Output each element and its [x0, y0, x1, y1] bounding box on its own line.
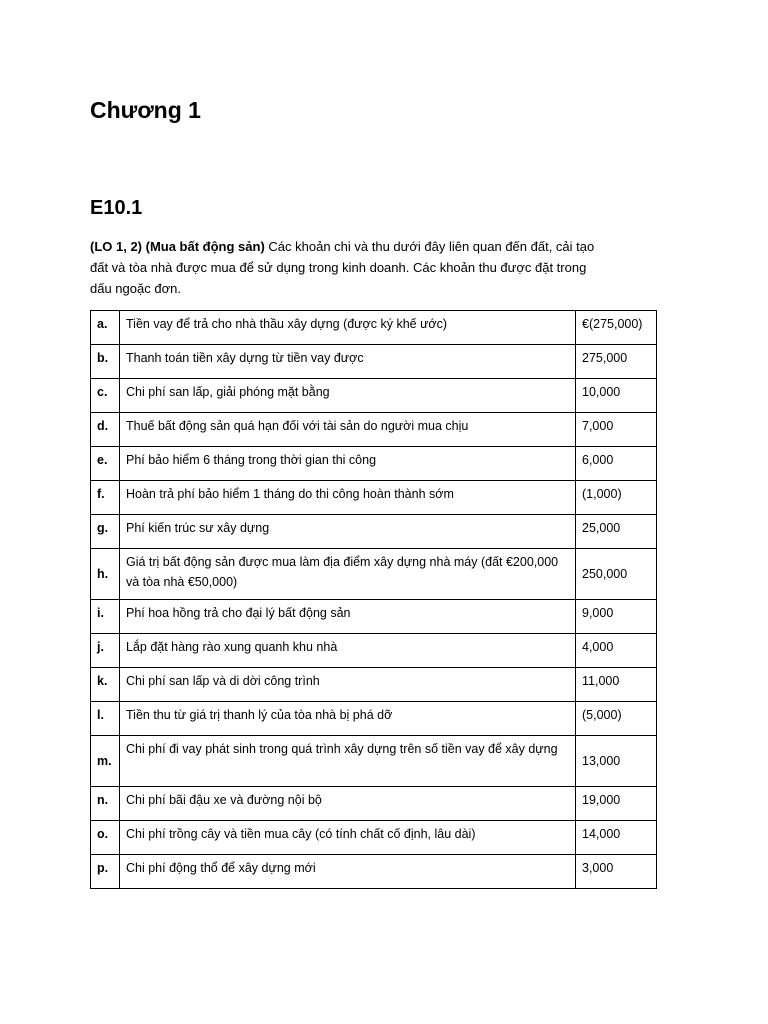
table-row [91, 634, 657, 668]
exercise-lead: (LO 1, 2) (Mua bất động sản) [90, 239, 265, 254]
table-row [91, 379, 657, 413]
item-letter: j. [91, 634, 120, 668]
item-letter: e. [91, 447, 120, 481]
item-amount: €(275,000) [576, 311, 657, 345]
item-letter: a. [91, 311, 120, 345]
item-description: Chi phí san lấp, giải phóng mặt bằng [120, 379, 576, 413]
exercise-intro [90, 236, 610, 299]
item-description: Hoàn trả phí bảo hiểm 1 tháng do thi công hoàn thành sớm [120, 481, 576, 515]
table-row [91, 855, 657, 889]
item-letter: d. [91, 413, 120, 447]
item-amount: 9,000 [576, 600, 657, 634]
item-letter: g. [91, 515, 120, 549]
item-amount: 3,000 [576, 855, 657, 889]
item-description: Giá trị bất động sản được mua làm địa điểm xây dựng nhà máy (đất €200,000 và tòa nhà €50,000) [120, 549, 576, 600]
item-amount: (5,000) [576, 702, 657, 736]
table-row [91, 736, 657, 787]
exercise-title: E10.1 [90, 197, 143, 219]
table-row [91, 515, 657, 549]
item-letter: i. [91, 600, 120, 634]
table-row [91, 702, 657, 736]
item-amount: 250,000 [576, 549, 657, 600]
item-description: Tiền vay để trả cho nhà thầu xây dựng (được ký khế ước) [120, 311, 576, 345]
item-amount: 13,000 [576, 736, 657, 787]
item-letter: n. [91, 787, 120, 821]
item-description: Chi phí đi vay phát sinh trong quá trình xây dựng trên số tiền vay để xây dựng [120, 736, 576, 787]
item-letter: o. [91, 821, 120, 855]
table-row [91, 481, 657, 515]
item-amount: 10,000 [576, 379, 657, 413]
item-description: Phí kiến trúc sư xây dựng [120, 515, 576, 549]
item-amount: 7,000 [576, 413, 657, 447]
item-description: Thanh toán tiền xây dựng từ tiền vay được [120, 345, 576, 379]
item-description: Phí bảo hiểm 6 tháng trong thời gian thi công [120, 447, 576, 481]
item-letter: k. [91, 668, 120, 702]
item-amount: 275,000 [576, 345, 657, 379]
item-letter: p. [91, 855, 120, 889]
item-letter: h. [91, 549, 120, 600]
item-description: Chi phí bãi đậu xe và đường nội bộ [120, 787, 576, 821]
item-description: Phí hoa hồng trả cho đại lý bất động sản [120, 600, 576, 634]
item-amount: 14,000 [576, 821, 657, 855]
exercise-intro-text: Các khoản chi và thu dưới đây liên quan đến đất, cải tạo đất và tòa nhà được mua để sử dụng trong kinh doanh. Các khoản thu được đặt trong dấu ngoặc đơn. [90, 239, 595, 296]
table-row [91, 413, 657, 447]
item-amount: 4,000 [576, 634, 657, 668]
item-letter: b. [91, 345, 120, 379]
table-row [91, 311, 657, 345]
item-amount: 11,000 [576, 668, 657, 702]
chapter-title: Chương 1 [90, 97, 201, 123]
item-amount: 19,000 [576, 787, 657, 821]
item-description: Chi phí trồng cây và tiền mua cây (có tính chất cố định, lâu dài) [120, 821, 576, 855]
table-row [91, 345, 657, 379]
item-amount: 6,000 [576, 447, 657, 481]
item-amount: (1,000) [576, 481, 657, 515]
item-amount: 25,000 [576, 515, 657, 549]
table-row [91, 600, 657, 634]
table-row [91, 668, 657, 702]
item-letter: m. [91, 736, 120, 787]
table-row [91, 821, 657, 855]
item-description: Chi phí san lấp và di dời công trình [120, 668, 576, 702]
item-letter: l. [91, 702, 120, 736]
items-table [90, 310, 657, 889]
item-description: Thuế bất động sản quá hạn đối với tài sản do người mua chịu [120, 413, 576, 447]
item-description: Chi phí động thổ để xây dựng mới [120, 855, 576, 889]
item-letter: f. [91, 481, 120, 515]
item-letter: c. [91, 379, 120, 413]
table-row [91, 549, 657, 600]
item-description: Tiền thu từ giá trị thanh lý của tòa nhà bị phá dỡ [120, 702, 576, 736]
table-row [91, 787, 657, 821]
item-description: Lắp đặt hàng rào xung quanh khu nhà [120, 634, 576, 668]
table-row [91, 447, 657, 481]
